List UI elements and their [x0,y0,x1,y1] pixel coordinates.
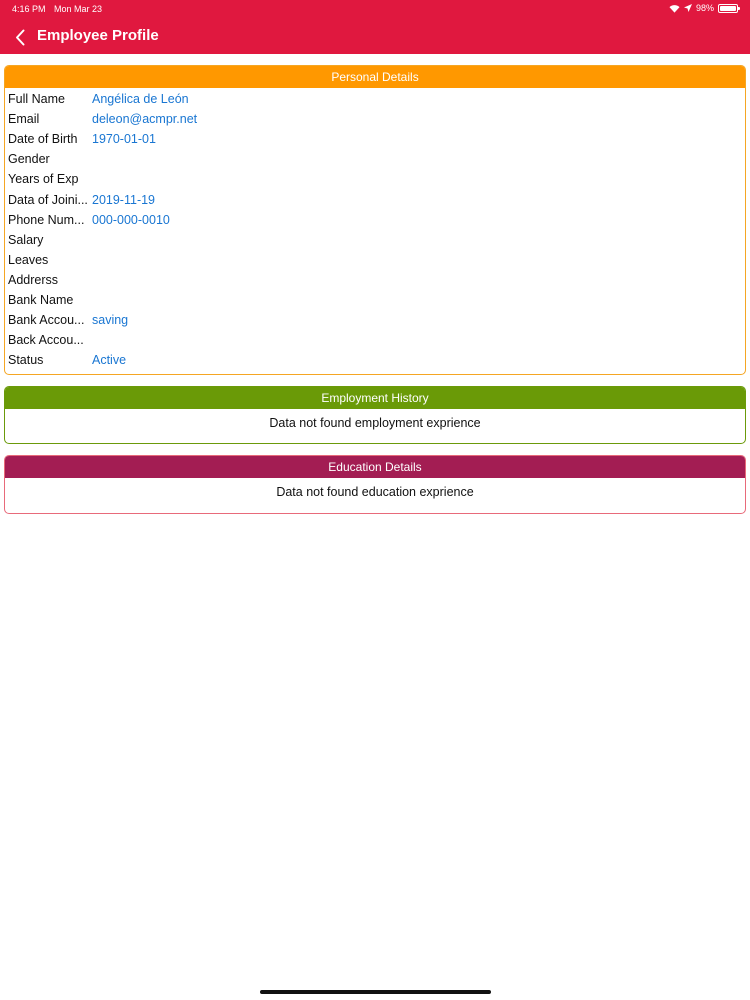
back-button[interactable] [10,26,30,48]
detail-row [5,330,745,350]
detail-row [5,290,745,310]
detail-label: Full Name [8,92,65,107]
battery-percent: 98% [695,3,714,13]
detail-value: 000-000-0010 [92,212,170,227]
detail-label: Data of Joini... [8,192,88,207]
detail-value: 1970-01-01 [92,132,156,147]
detail-value: deleon@acmpr.net [92,112,198,127]
employment-history-header: Employment History [5,387,745,409]
status-time: 4:16 PM [12,4,46,14]
detail-label: Salary [8,232,44,247]
detail-row [5,149,745,169]
employment-history-card [4,386,746,444]
detail-value: saving [92,313,129,328]
detail-value: Active [92,353,127,368]
chevron-left-icon [15,29,25,46]
detail-row [5,189,745,209]
personal-details-list [5,88,745,370]
nav-header [0,0,750,54]
detail-value: Angélica de León [92,92,189,107]
detail-row [5,310,745,330]
wifi-icon [669,4,680,13]
status-indicators [669,3,738,13]
detail-value: 2019-11-19 [92,192,156,207]
detail-label: Status [8,353,44,368]
detail-label: Bank Accou... [8,313,85,328]
detail-label: Date of Birth [8,132,78,147]
detail-label: Addrerss [8,272,59,287]
personal-details-card [4,65,746,375]
location-icon [684,4,692,12]
detail-row [5,210,745,230]
detail-label: Bank Name [8,292,74,307]
personal-details-header: Personal Details [5,66,745,88]
detail-label: Back Accou... [8,333,84,348]
detail-row [5,169,745,189]
detail-label: Leaves [8,252,49,267]
status-date: Mon Mar 23 [54,4,103,14]
detail-row [5,89,745,109]
home-indicator[interactable] [260,990,491,994]
status-bar [0,0,750,18]
education-details-header: Education Details [5,456,745,478]
education-details-card [4,455,746,514]
detail-row [5,230,745,250]
detail-row [5,270,745,290]
detail-label: Gender [8,152,50,167]
page-title: Employee Profile [37,27,159,44]
detail-label: Phone Num... [8,212,85,227]
detail-row [5,109,745,129]
employment-empty-message: Data not found employment exprience [269,416,481,430]
detail-row [5,129,745,149]
detail-label: Years of Exp [8,172,79,187]
detail-label: Email [8,112,40,127]
battery-icon [718,4,738,13]
education-empty-message: Data not found education exprience [276,485,474,499]
detail-row [5,250,745,270]
detail-row [5,350,745,370]
